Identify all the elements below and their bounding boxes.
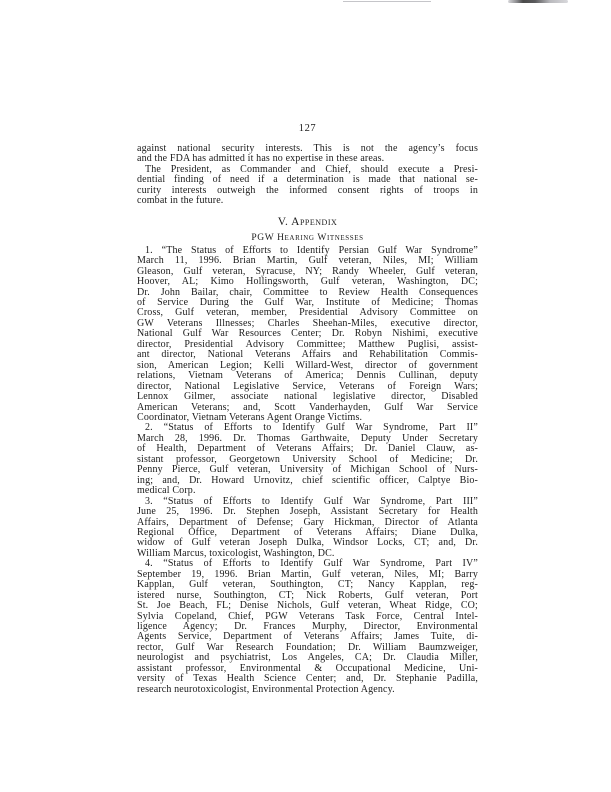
paragraph — [137, 165, 478, 207]
page-number: 127 — [298, 123, 317, 134]
text-line: St. Joe Beach, FL; Denise Nichols, Gulf veteran, Wheat Ridge, CO; — [137, 600, 478, 612]
text-line: sion, American Legion; Kelli Willard-West, director of government — [137, 359, 478, 371]
text-line: 4. “Status of Efforts to Identify Gulf War Syndrome, Part IV” — [145, 558, 478, 570]
text-line: istered nurse, Southington, CT; Nick Roberts, Gulf veteran, Port — [137, 589, 478, 601]
text-block — [137, 144, 478, 695]
paragraph — [137, 246, 478, 424]
text-line: The President, as Commander and Chief, should execute a Presi- — [145, 163, 478, 175]
scan-artifact-line — [343, 1, 431, 2]
scan-artifact-smudge — [508, 0, 568, 3]
text-line: rector, Gulf War Research Foundation; Dr. William Baumzweiger, — [137, 641, 478, 653]
text-line: Kapplan, Gulf veteran, Southington, CT; Nancy Kapplan, reg- — [137, 579, 478, 591]
text-line: 1. “The Status of Efforts to Identify Persian Gulf War Syndrome” — [145, 244, 478, 256]
text-line: National Gulf War Resources Center; Dr. Robyn Nishimi, executive — [137, 328, 478, 340]
paragraph — [137, 423, 478, 496]
text-line: Coordinator, Vietnam Veterans Agent Orange Victims. — [137, 411, 363, 423]
text-line: GW Veterans Illnesses; Charles Sheehan-Miles, executive director, — [137, 317, 478, 329]
paragraph — [137, 144, 478, 165]
witness-paragraphs — [137, 246, 478, 695]
text-line: medical Corp. — [137, 485, 196, 497]
text-line: Dr. John Bailar, chair, Committee to Review Health Consequences — [137, 286, 478, 298]
text-line: versity of Texas Health Science Center; and, Dr. Stephanie Padilla, — [137, 673, 478, 685]
text-line: Lennox Gilmer, associate national legislative director, Disabled — [137, 391, 478, 403]
text-line: against national security interests. This is not the agency’s focus — [137, 143, 478, 154]
text-line: Gleason, Gulf veteran, Syracuse, NY; Randy Wheeler, Gulf veteran, — [137, 265, 478, 277]
text-line: neurologist and psychiatrist, Los Angeles, CA; Dr. Claudia Miller, — [137, 652, 478, 664]
text-line: Affairs, Department of Defense; Gary Hickman, Director of Atlanta — [137, 516, 478, 528]
text-line: relations, Vietnam Veterans of America; Dennis Cullinan, deputy — [137, 370, 478, 382]
text-line: assistant professor, Environmental & Occupational Medicine, Uni- — [137, 662, 478, 674]
text-line: ing; and, Dr. Howard Urnovitz, chief scientific officer, Calptye Bio- — [137, 474, 478, 486]
text-line: director, Presidential Advisory Committee; Matthew Puglisi, assist- — [137, 338, 478, 350]
text-line: ant director, National Veterans Affairs and Rehabilitation Commis- — [137, 349, 478, 361]
text-line: director, National Legislative Service, Veterans of Foreign Wars; — [137, 380, 478, 392]
text-line: March 11, 1996. Brian Martin, Gulf veteran, Niles, MI; William — [137, 255, 478, 267]
text-line: Hoover, AL; Kimo Hollingsworth, Gulf veteran, Washington, DC; — [137, 276, 478, 288]
text-line: Cross, Gulf veteran, member, Presidential Advisory Committee on — [137, 307, 478, 319]
paragraph — [137, 497, 478, 560]
text-line: June 25, 1996. Dr. Stephen Joseph, Assistant Secretary for Health — [137, 506, 478, 518]
text-line: American Veterans; and, Scott Vanderhayden, Gulf War Service — [137, 401, 478, 413]
text-line: combat in the future. — [137, 195, 224, 207]
paragraph — [137, 559, 478, 695]
text-line: widow of Gulf veteran Joseph Dulka, Windsor Locks, CT; and, Dr. — [137, 537, 478, 549]
intro-paragraphs — [137, 144, 478, 207]
text-line: Agents Service, Department of Veterans Affairs; James Tuite, di- — [137, 631, 478, 643]
text-line: ligence Agency; Dr. Frances Murphy, Director, Environmental — [137, 621, 478, 633]
text-line: dential finding of need if a determination is made that national se- — [137, 174, 478, 186]
text-line: March 28, 1996. Dr. Thomas Garthwaite, Deputy Under Secretary — [137, 432, 478, 444]
text-line: of Service During the Gulf War, Institute of Medicine; Thomas — [137, 296, 478, 308]
text-line: sistant professor, Georgetown University School of Medicine; Dr. — [137, 453, 478, 465]
text-line: Sylvia Copeland, Chief, PGW Veterans Task Force, Central Intel- — [137, 610, 478, 622]
text-line: and the FDA has admitted it has no expertise in these areas. — [137, 153, 385, 165]
text-line: William Marcus, toxicologist, Washington, DC. — [137, 547, 335, 559]
text-line: Penny Pierce, Gulf veteran, University of Michigan School of Nurs- — [137, 464, 478, 476]
text-line: curity interests outweigh the informed consent rights of troops in — [137, 184, 478, 196]
appendix-heading: V. Appendix — [277, 215, 338, 228]
witnesses-heading: PGW Hearing Witnesses — [251, 232, 364, 243]
text-line: 2. “Status of Efforts to Identify Gulf War Syndrome, Part II” — [145, 422, 478, 434]
text-line: research neurotoxicologist, Environmental Protection Agency. — [137, 683, 395, 695]
text-line: 3. “Status of Efforts to Identify Gulf War Syndrome, Part III” — [145, 495, 478, 507]
text-line: of Health, Department of Veterans Affairs; Dr. Daniel Clauw, as- — [137, 443, 478, 455]
text-line: Regional Office, Department of Veterans Affairs; Diane Dulka, — [137, 526, 478, 538]
text-line: September 19, 1996. Brian Martin, Gulf veteran, Niles, MI; Barry — [137, 568, 478, 580]
